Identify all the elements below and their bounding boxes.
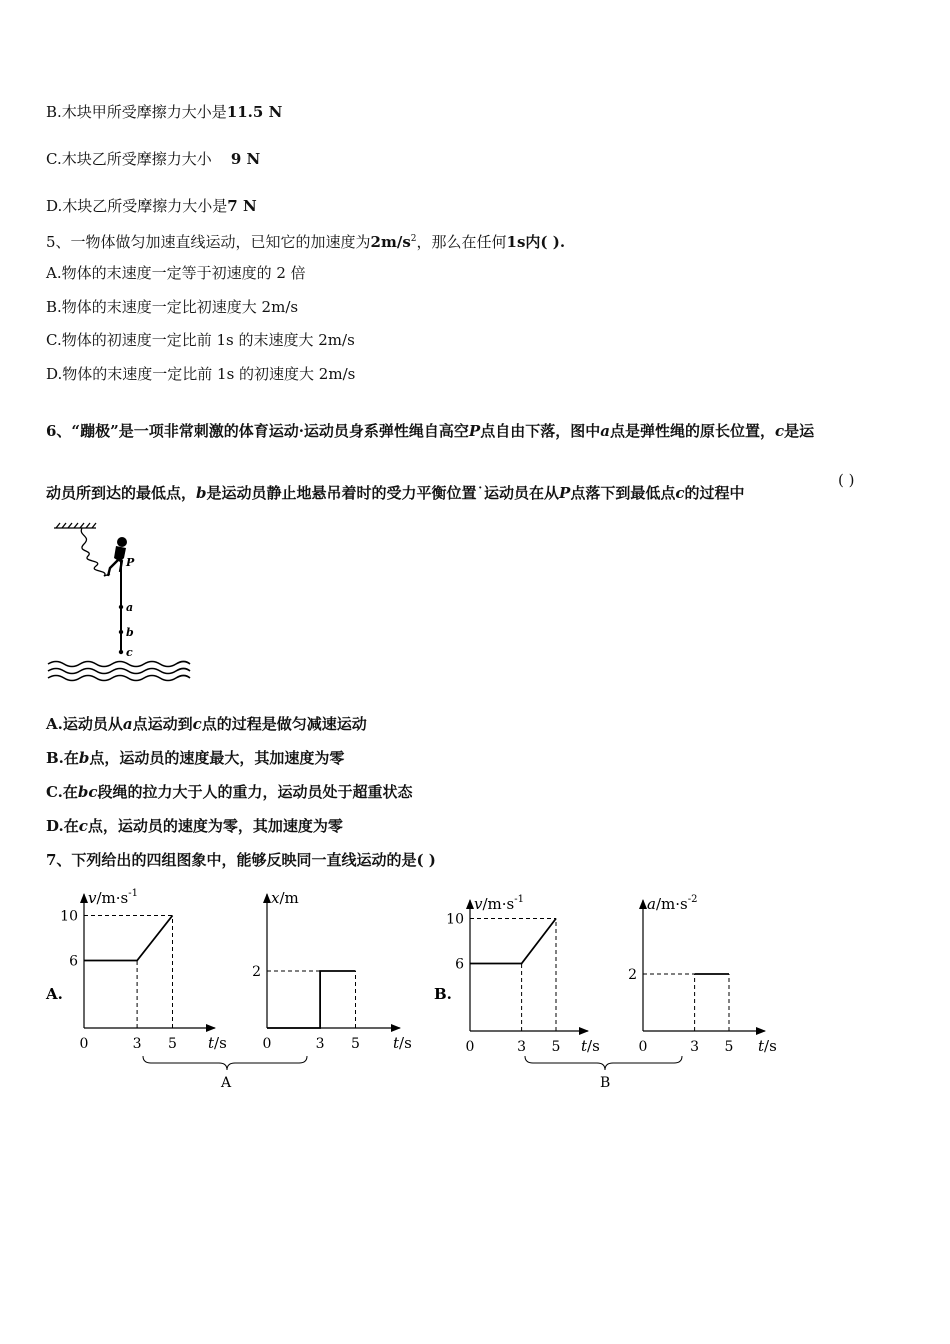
x-tick-label: 0: [465, 1039, 475, 1055]
x-tick-label: 5: [551, 1039, 561, 1055]
graph-3: [446, 894, 600, 1055]
x-tick-label: 3: [315, 1036, 325, 1052]
y-tick-label: 6: [455, 956, 464, 973]
bungee-figure: [44, 522, 199, 682]
q4-option-b: B.木块甲所受摩擦力大小是11.5 N: [46, 103, 283, 121]
label-p: P: [126, 556, 135, 569]
option-a-label: A.: [46, 985, 63, 1003]
x-tick-label: 0: [262, 1036, 272, 1052]
q4-option-c: C.木块乙所受摩擦力大小 9 N: [46, 150, 261, 168]
series-line: [267, 971, 356, 1028]
q6-stem-line1: 6、“蹦极”是一项非常刺激的体育运动·运动员身系弹性绳自高空P点自由下落，图中a点是弹性绳的原长位置，c是运: [46, 422, 815, 440]
q6-answer-paren: ( ): [838, 471, 855, 489]
point-b: [119, 630, 123, 634]
x-axis-label: t/s: [758, 1037, 777, 1055]
ceiling-hatch: [54, 523, 96, 528]
q5-option-a: A.物体的末速度一定等于初速度的 2 倍: [46, 264, 306, 282]
y-tick-label: 10: [446, 911, 464, 928]
y-axis-label: x/m: [271, 889, 299, 907]
x-axis-label: t/s: [393, 1034, 412, 1052]
q5-option-b: B.物体的末速度一定比初速度大 2m/s: [46, 298, 299, 316]
brace-b: [525, 1056, 682, 1070]
q6-option-c: C.在bc段绳的拉力大于人的重力，运动员处于超重状态: [46, 783, 413, 801]
graph-1: [60, 888, 227, 1052]
q5-stem: 5、一物体做匀加速直线运动，已知它的加速度为$2m/s^2$，那么在任何1s内( ).: [46, 233, 566, 251]
point-a: [119, 605, 123, 609]
graph-2: [252, 889, 412, 1052]
group-a-label: A: [221, 1075, 232, 1091]
x-axis-label: t/s: [581, 1037, 600, 1055]
jumper-icon: [108, 537, 127, 576]
q7-graphs: [0, 870, 950, 1100]
q4-option-d: D.木块乙所受摩擦力大小是7 N: [46, 197, 257, 215]
q6-option-a: A.运动员从a点运动到c点的过程是做匀减速运动: [46, 715, 367, 733]
y-axis-label: $v/m\cdot s^{-1}$: [474, 894, 524, 913]
y-tick-label: 2: [628, 967, 637, 983]
q6-option-b: B.在b点，运动员的速度最大，其加速度为零: [46, 749, 345, 767]
graph-4: [628, 894, 777, 1055]
y-tick-label: 2: [252, 964, 261, 980]
y-axis-label: $a/m\cdot s^{-2}$: [647, 894, 698, 913]
x-tick-label: 5: [351, 1036, 360, 1052]
point-c: [119, 650, 123, 654]
x-tick-label: 5: [168, 1036, 177, 1052]
option-b-label: B.: [434, 985, 452, 1003]
slack-rope: [81, 528, 110, 576]
water-waves: [48, 662, 190, 681]
y-axis-label: $v/m\cdot s^{-1}$: [88, 888, 138, 907]
q6-option-d: D.在c点，运动员的速度为零，其加速度为零: [46, 817, 343, 835]
q5-option-d: D.物体的末速度一定比前 1s 的初速度大 2m/s: [46, 365, 356, 383]
x-axis-label: t/s: [208, 1034, 227, 1052]
x-tick-label: 0: [79, 1036, 89, 1052]
x-tick-label: 5: [724, 1039, 734, 1055]
x-tick-label: 3: [517, 1039, 527, 1055]
label-a: a: [126, 601, 134, 614]
q7-stem: 7、下列给出的四组图象中，能够反映同一直线运动的是( ): [46, 851, 436, 869]
group-b-label: B: [600, 1075, 611, 1091]
y-tick-label: 10: [60, 908, 78, 925]
q5-option-c: C.物体的初速度一定比前 1s 的末速度大 2m/s: [46, 331, 355, 349]
label-b: b: [126, 626, 134, 639]
brace-a: [143, 1056, 307, 1070]
x-tick-label: 3: [132, 1036, 142, 1052]
q6-stem-line2: 动员所到达的最低点，b是运动员静止地悬吊着时的受力平衡位置˙运动员在从P点落下到最低点c的过程中: [46, 484, 745, 502]
y-tick-label: 6: [69, 953, 78, 970]
series-line: [84, 916, 173, 961]
x-tick-label: 3: [690, 1039, 700, 1055]
series-line: [470, 919, 556, 964]
label-c: c: [126, 646, 133, 659]
x-tick-label: 0: [638, 1039, 648, 1055]
